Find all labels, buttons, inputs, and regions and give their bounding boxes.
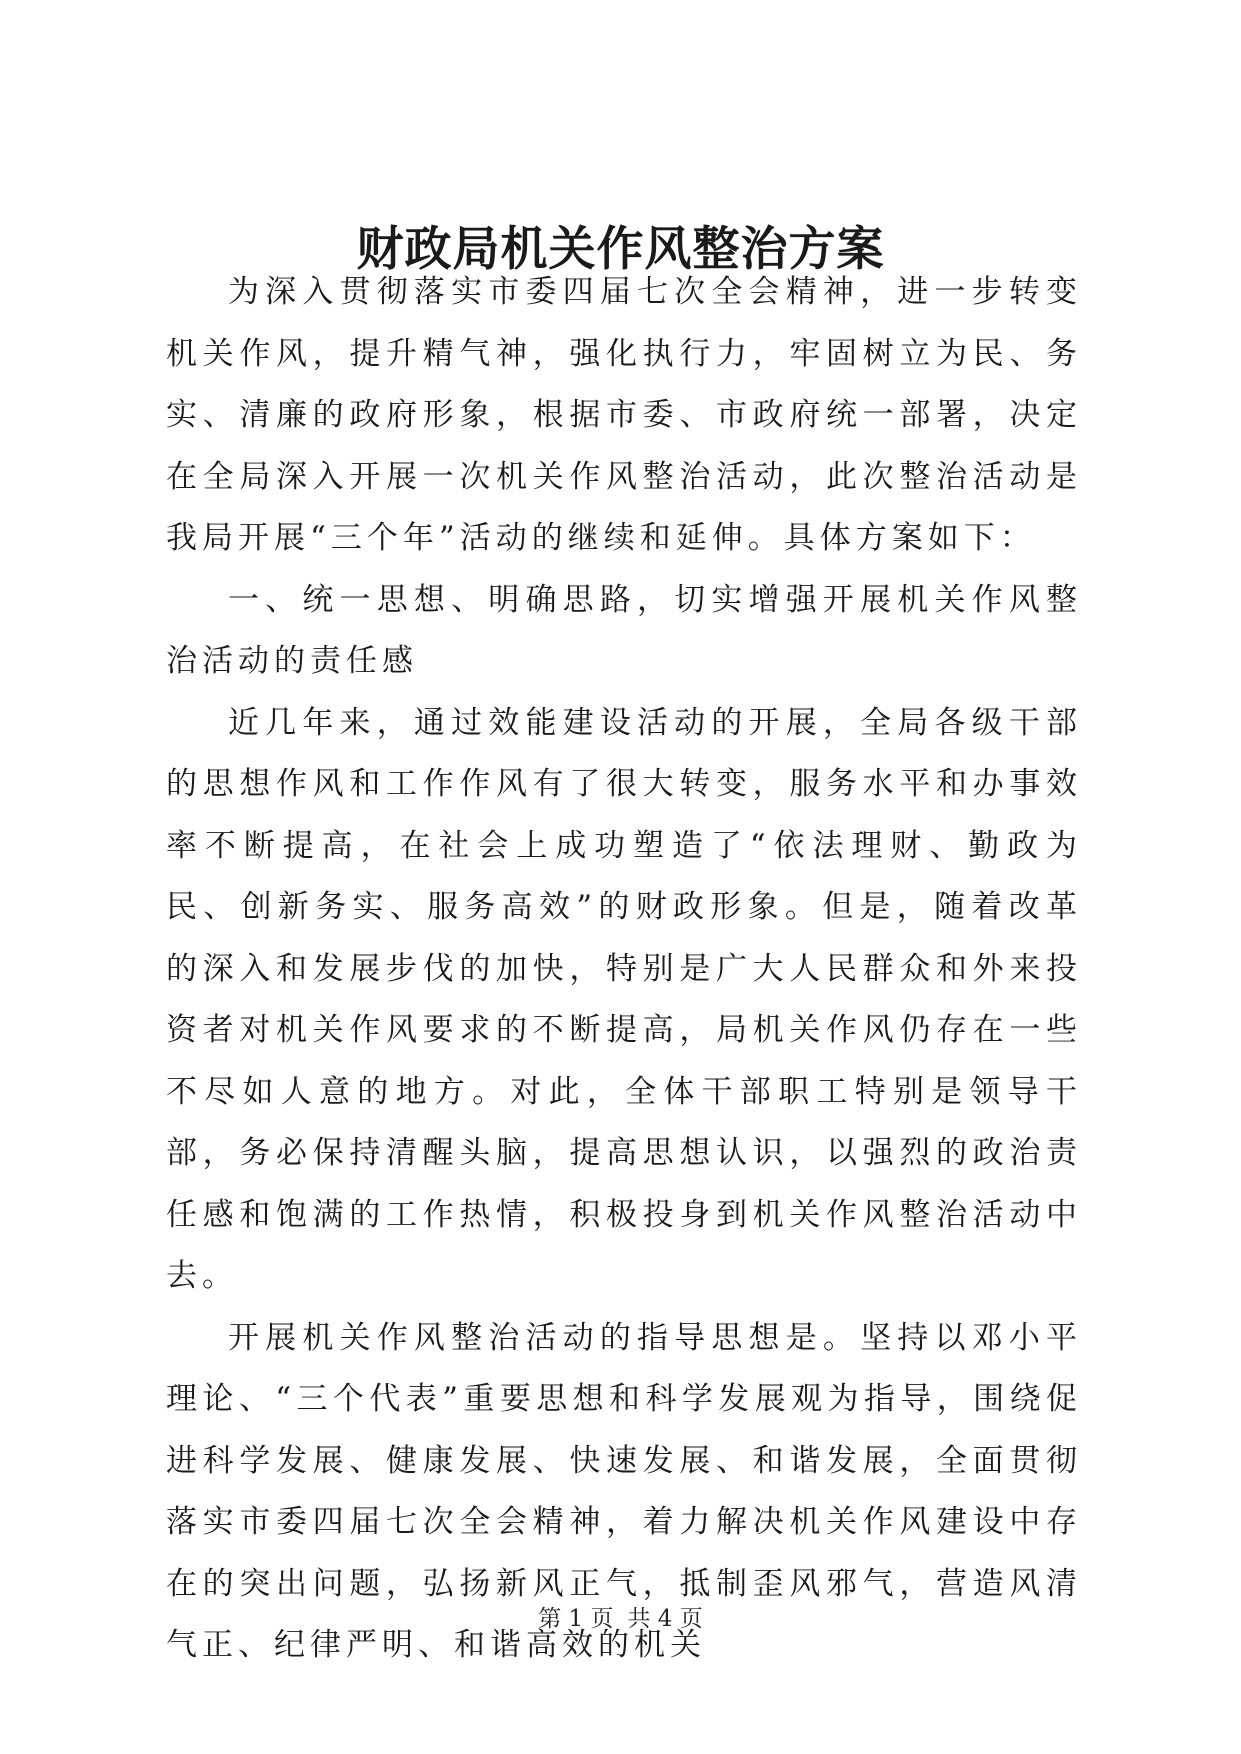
page-total: 共 4 页 [627,1606,703,1632]
page-footer [0,1604,1241,1634]
paragraph-guiding-thought: 开展机关作风整治活动的指导思想是。坚持以邓小平理论、“三个代表”重要思想和科学发展观为指导，围绕促进科学发展、健康发展、快速发展、和谐发展，全面贯彻落实市委四届七次全会精神，着力解决机关作风建设中存在的突出问题，弘扬新风正气，抵制歪风邪气，营造风清气正、纪律严明、和谐高效的机关 [166,1319,1082,1663]
paragraph-background: 近几年来，通过效能建设活动的开展，全局各级干部的思想作风和工作作风有了很大转变，服务水平和办事效率不断提高，在社会上成功塑造了“依法理财、勤政为民、创新务实、服务高效”的财政形象。但是，随着改革的深入和发展步伐的加快，特别是广大人民群众和外来投资者对机关作风要求的不断提高，局机关作风仍存在一些不尽如人意的地方。对此，全体干部职工特别是领导干部，务必保持清醒头脑，提高思想认识，以强烈的政治责任感和饱满的工作热情，积极投身到机关作风整治活动中去。 [166,704,1082,1294]
section-heading-1: 一、统一思想、明确思路，切实增强开展机关作风整治活动的责任感 [166,581,1082,679]
document-body [166,262,1082,1677]
page-number: 第 1 页 [538,1606,614,1632]
paragraph-intro: 为深入贯彻落实市委四届七次全会精神，进一步转变机关作风，提升精气神，强化执行力，牢固树立为民、务实、清廉的政府形象，根据市委、市政府统一部署，决定在全局深入开展一次机关作风整治活动，此次整治活动是我局开展“三个年”活动的继续和延伸。具体方案如下： [166,274,1082,556]
document-title: 财政局机关作风整治方案 [356,222,885,277]
